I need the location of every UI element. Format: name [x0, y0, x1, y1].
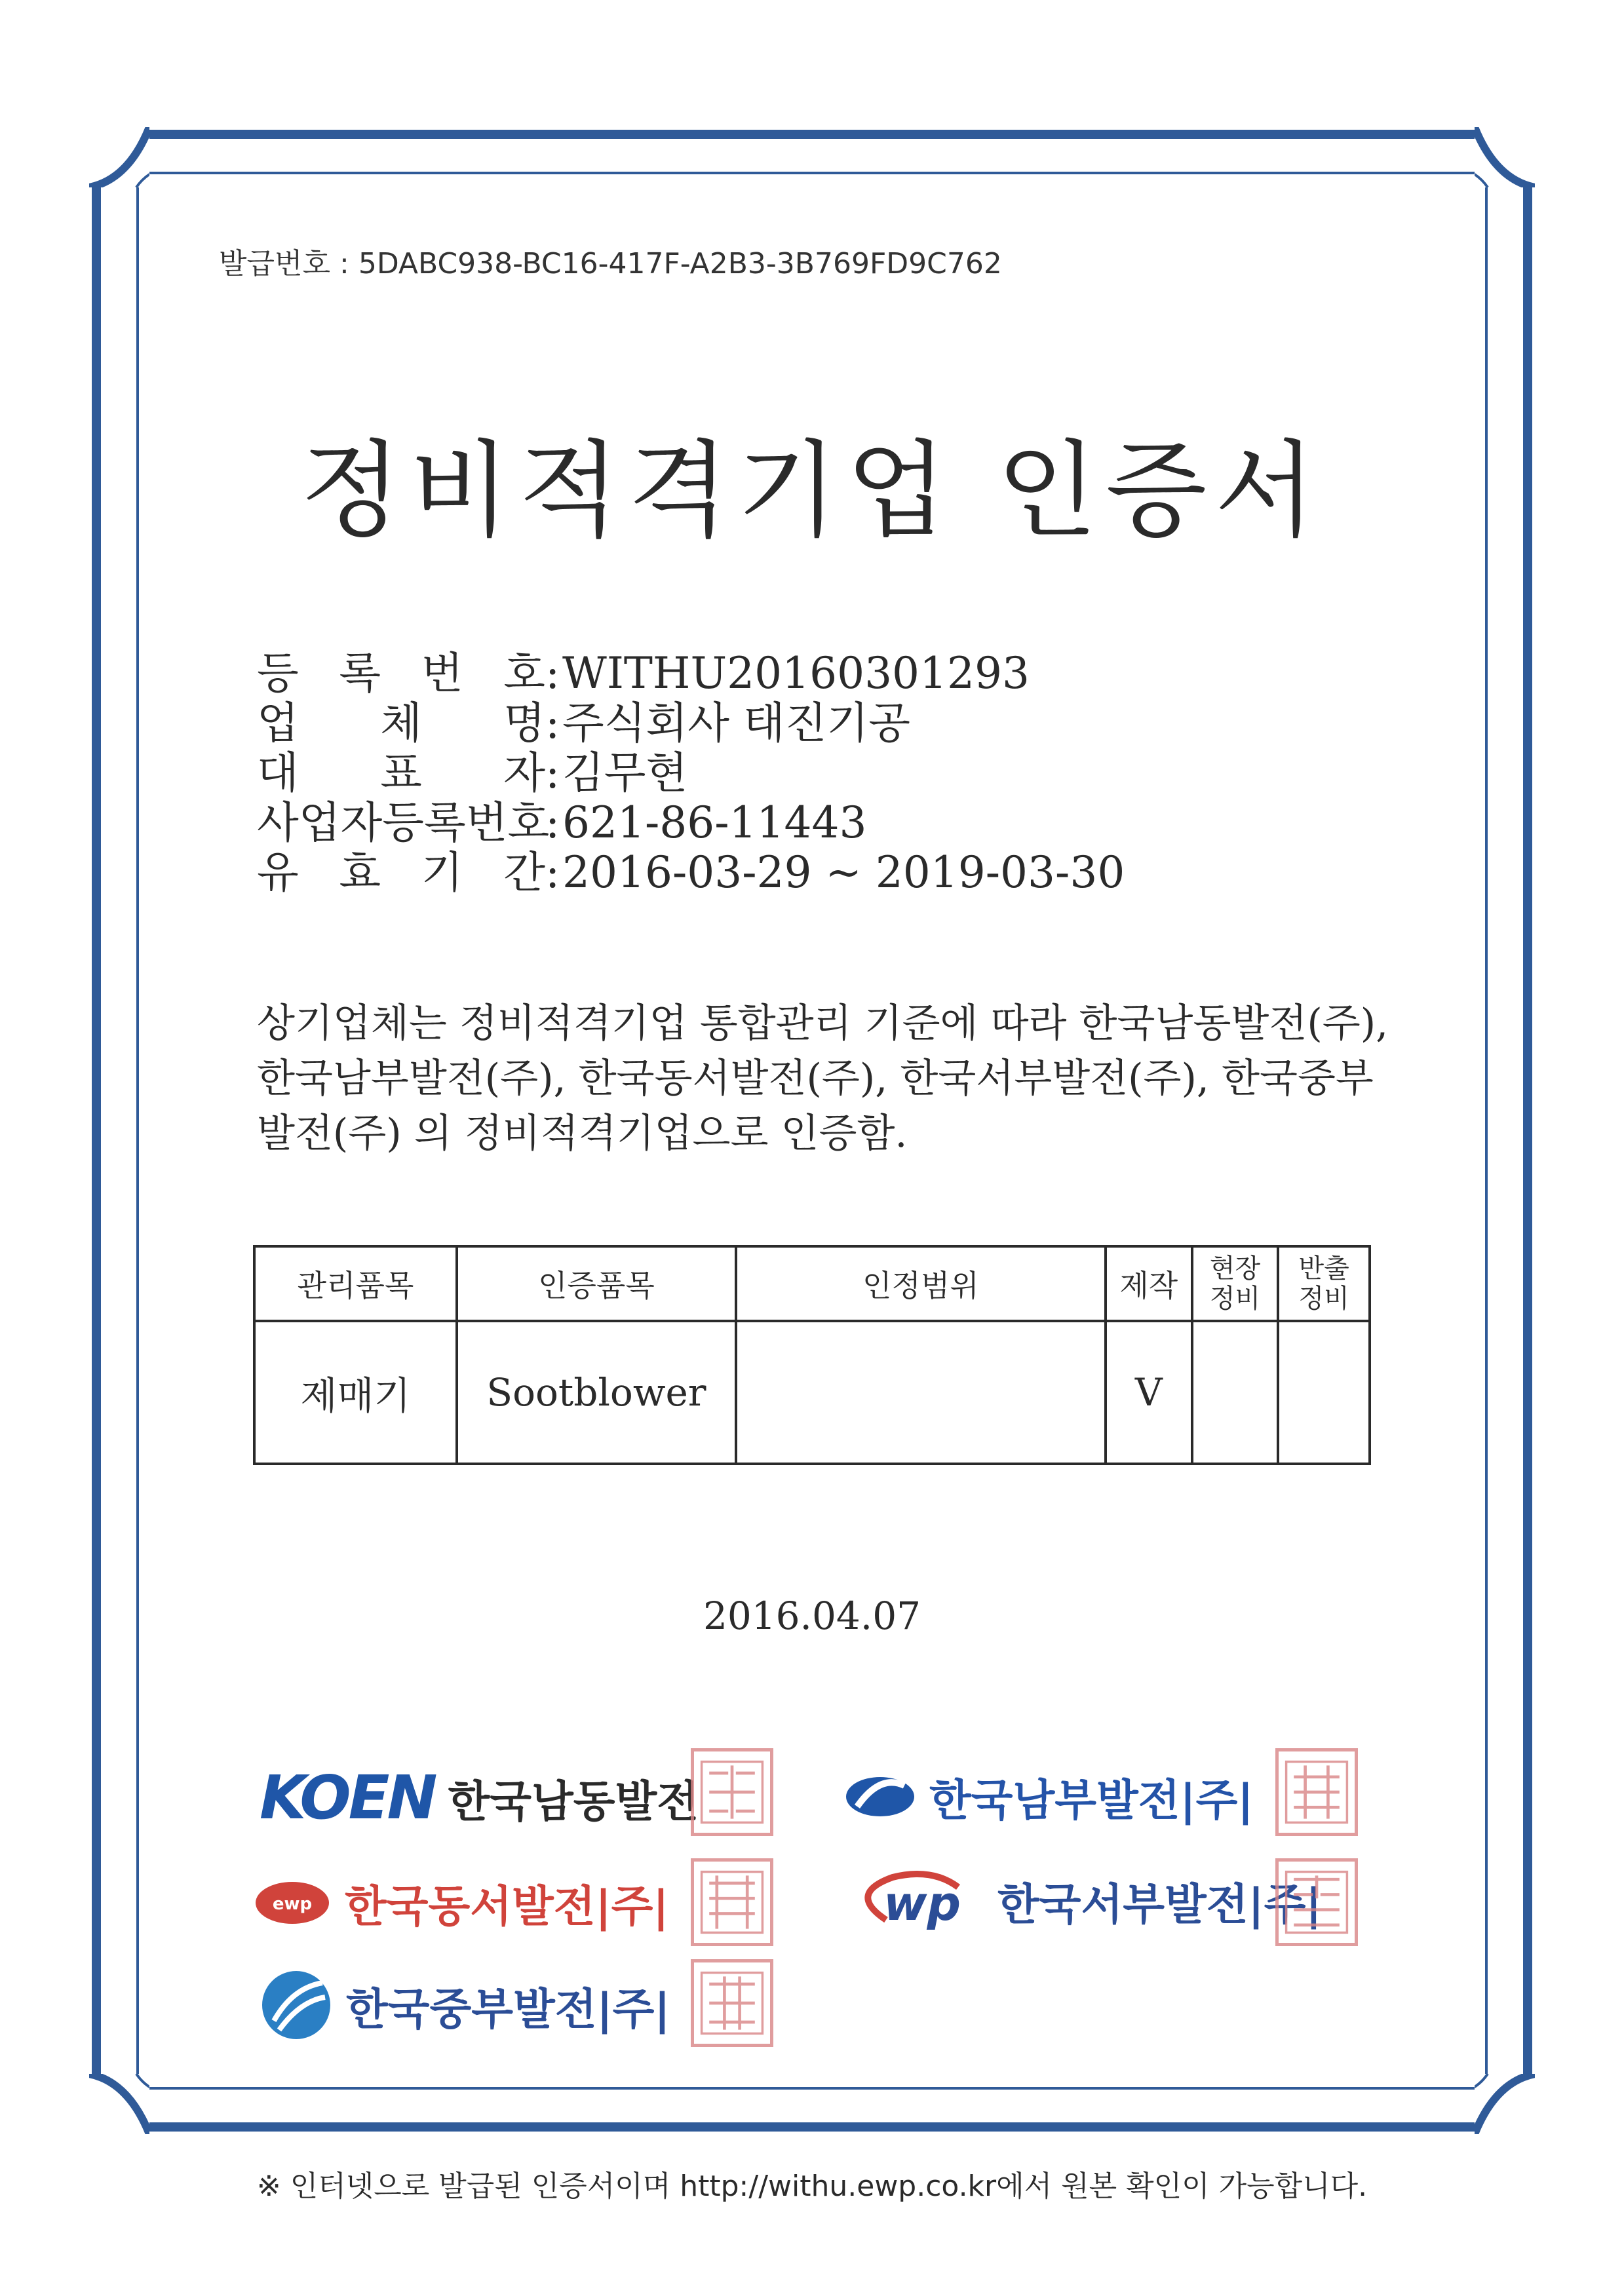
- info-row-representative: [257, 748, 1125, 798]
- header-certified-item: 인증품목: [457, 1246, 736, 1321]
- certificate-title: 정비적격기업 인증서: [300, 429, 1324, 552]
- info-label: 유 효 기 간: [257, 847, 545, 898]
- kospo-company-name: 한국남부발전|주|: [929, 1775, 1254, 1826]
- header-onsite-maintenance: 현장 정비: [1192, 1246, 1279, 1321]
- logo-ewp: [253, 1871, 669, 1934]
- corner-ornament-top-right: [1475, 127, 1535, 187]
- koen-wordmark: KOEN: [260, 1763, 435, 1833]
- corner-ornament-bottom-left: [89, 2074, 149, 2134]
- ewp-company-name: 한국동서발전|주|: [345, 1881, 669, 1932]
- header-carryout-maintenance: 반출 정비: [1278, 1246, 1370, 1321]
- corner-ornament-bottom-right: [1475, 2074, 1535, 2134]
- certification-table: [253, 1245, 1371, 1465]
- wp-emblem-icon: [847, 1867, 984, 1933]
- ewp-emblem-icon: [253, 1878, 332, 1928]
- info-row-validity-period: [257, 848, 1125, 898]
- wp-wordmark: wp: [883, 1876, 961, 1931]
- info-label: 등 록 번 호: [257, 648, 545, 698]
- info-row-company-name: [257, 698, 1125, 748]
- company-seal-stamp: [691, 1858, 773, 1946]
- company-seal-stamp: [1275, 1858, 1358, 1946]
- logo-koen: [260, 1763, 699, 1833]
- statement-line: 상기업체는 정비적격기업 통합관리 기준에 따라 한국남동발전(주),: [257, 1001, 1389, 1046]
- certificate-info: [257, 649, 1125, 898]
- logo-kospo: [844, 1765, 1254, 1827]
- komipo-emblem-icon: [260, 1968, 333, 2042]
- info-value: 주식회사 태진기공: [562, 698, 911, 748]
- statement-line: 한국남부발전(주), 한국동서발전(주), 한국서부발전(주), 한국중부: [257, 1056, 1374, 1101]
- info-colon: :: [545, 847, 560, 898]
- info-label: 대 표 자: [257, 748, 545, 798]
- wp-company-name: 한국서부발전|주|: [997, 1879, 1322, 1930]
- info-colon: :: [545, 748, 560, 798]
- issue-number-label: 발급번호 :: [219, 247, 349, 280]
- info-colon: :: [545, 698, 560, 748]
- logo-komipo: [260, 1968, 670, 2042]
- certification-statement: [257, 996, 1397, 1161]
- header-scope: 인정범위: [736, 1246, 1106, 1321]
- table-header-row: [254, 1246, 1370, 1321]
- svg-text:ewp: ewp: [272, 1894, 313, 1914]
- kospo-emblem-icon: [844, 1774, 916, 1820]
- corner-ornament-top-left: [89, 127, 149, 187]
- info-value: WITHU20160301293: [562, 648, 1030, 698]
- header-manufacture: 제작: [1106, 1246, 1192, 1321]
- issue-number-value: 5DABC938-BC16-417F-A2B3-3B769FD9C762: [358, 247, 1002, 280]
- cell-scope: [736, 1321, 1106, 1464]
- info-value: 2016-03-29 ~ 2019-03-30: [562, 847, 1125, 898]
- komipo-company-name: 한국중부발전|주|: [346, 1983, 670, 2035]
- info-colon: :: [545, 648, 560, 698]
- cell-carryout-maintenance: [1278, 1321, 1370, 1464]
- info-value: 621-86-11443: [562, 797, 867, 848]
- koen-company-name: 한국남동발전: [448, 1776, 699, 1827]
- company-seal-stamp: [691, 1748, 773, 1836]
- header-management-item: 관리품목: [254, 1246, 457, 1321]
- cell-manufacture: V: [1106, 1321, 1192, 1464]
- logo-wp: [847, 1867, 1322, 1933]
- company-seal-stamp: [691, 1959, 773, 2047]
- info-row-registration-number: [257, 649, 1125, 698]
- cell-onsite-maintenance: [1192, 1321, 1279, 1464]
- info-row-business-number: [257, 798, 1125, 848]
- info-label: 사업자등록번호: [257, 797, 550, 848]
- footer-note: ※ 인터넷으로 발급된 인증서이며 http://withu.ewp.co.kr에서 원본 확인이 가능합니다.: [256, 2170, 1368, 2203]
- table-row: [254, 1321, 1370, 1464]
- company-seal-stamp: [1275, 1748, 1358, 1836]
- issue-number: [219, 240, 1002, 282]
- statement-line: 발전(주) 의 정비적격기업으로 인증함.: [257, 1111, 908, 1157]
- info-label: 업 체 명: [257, 698, 545, 748]
- cell-certified-item: Sootblower: [457, 1321, 736, 1464]
- info-value: 김무현: [562, 748, 688, 798]
- cell-management-item: 제매기: [254, 1321, 457, 1464]
- issue-date: 2016.04.07: [703, 1594, 921, 1638]
- info-colon: :: [545, 797, 560, 848]
